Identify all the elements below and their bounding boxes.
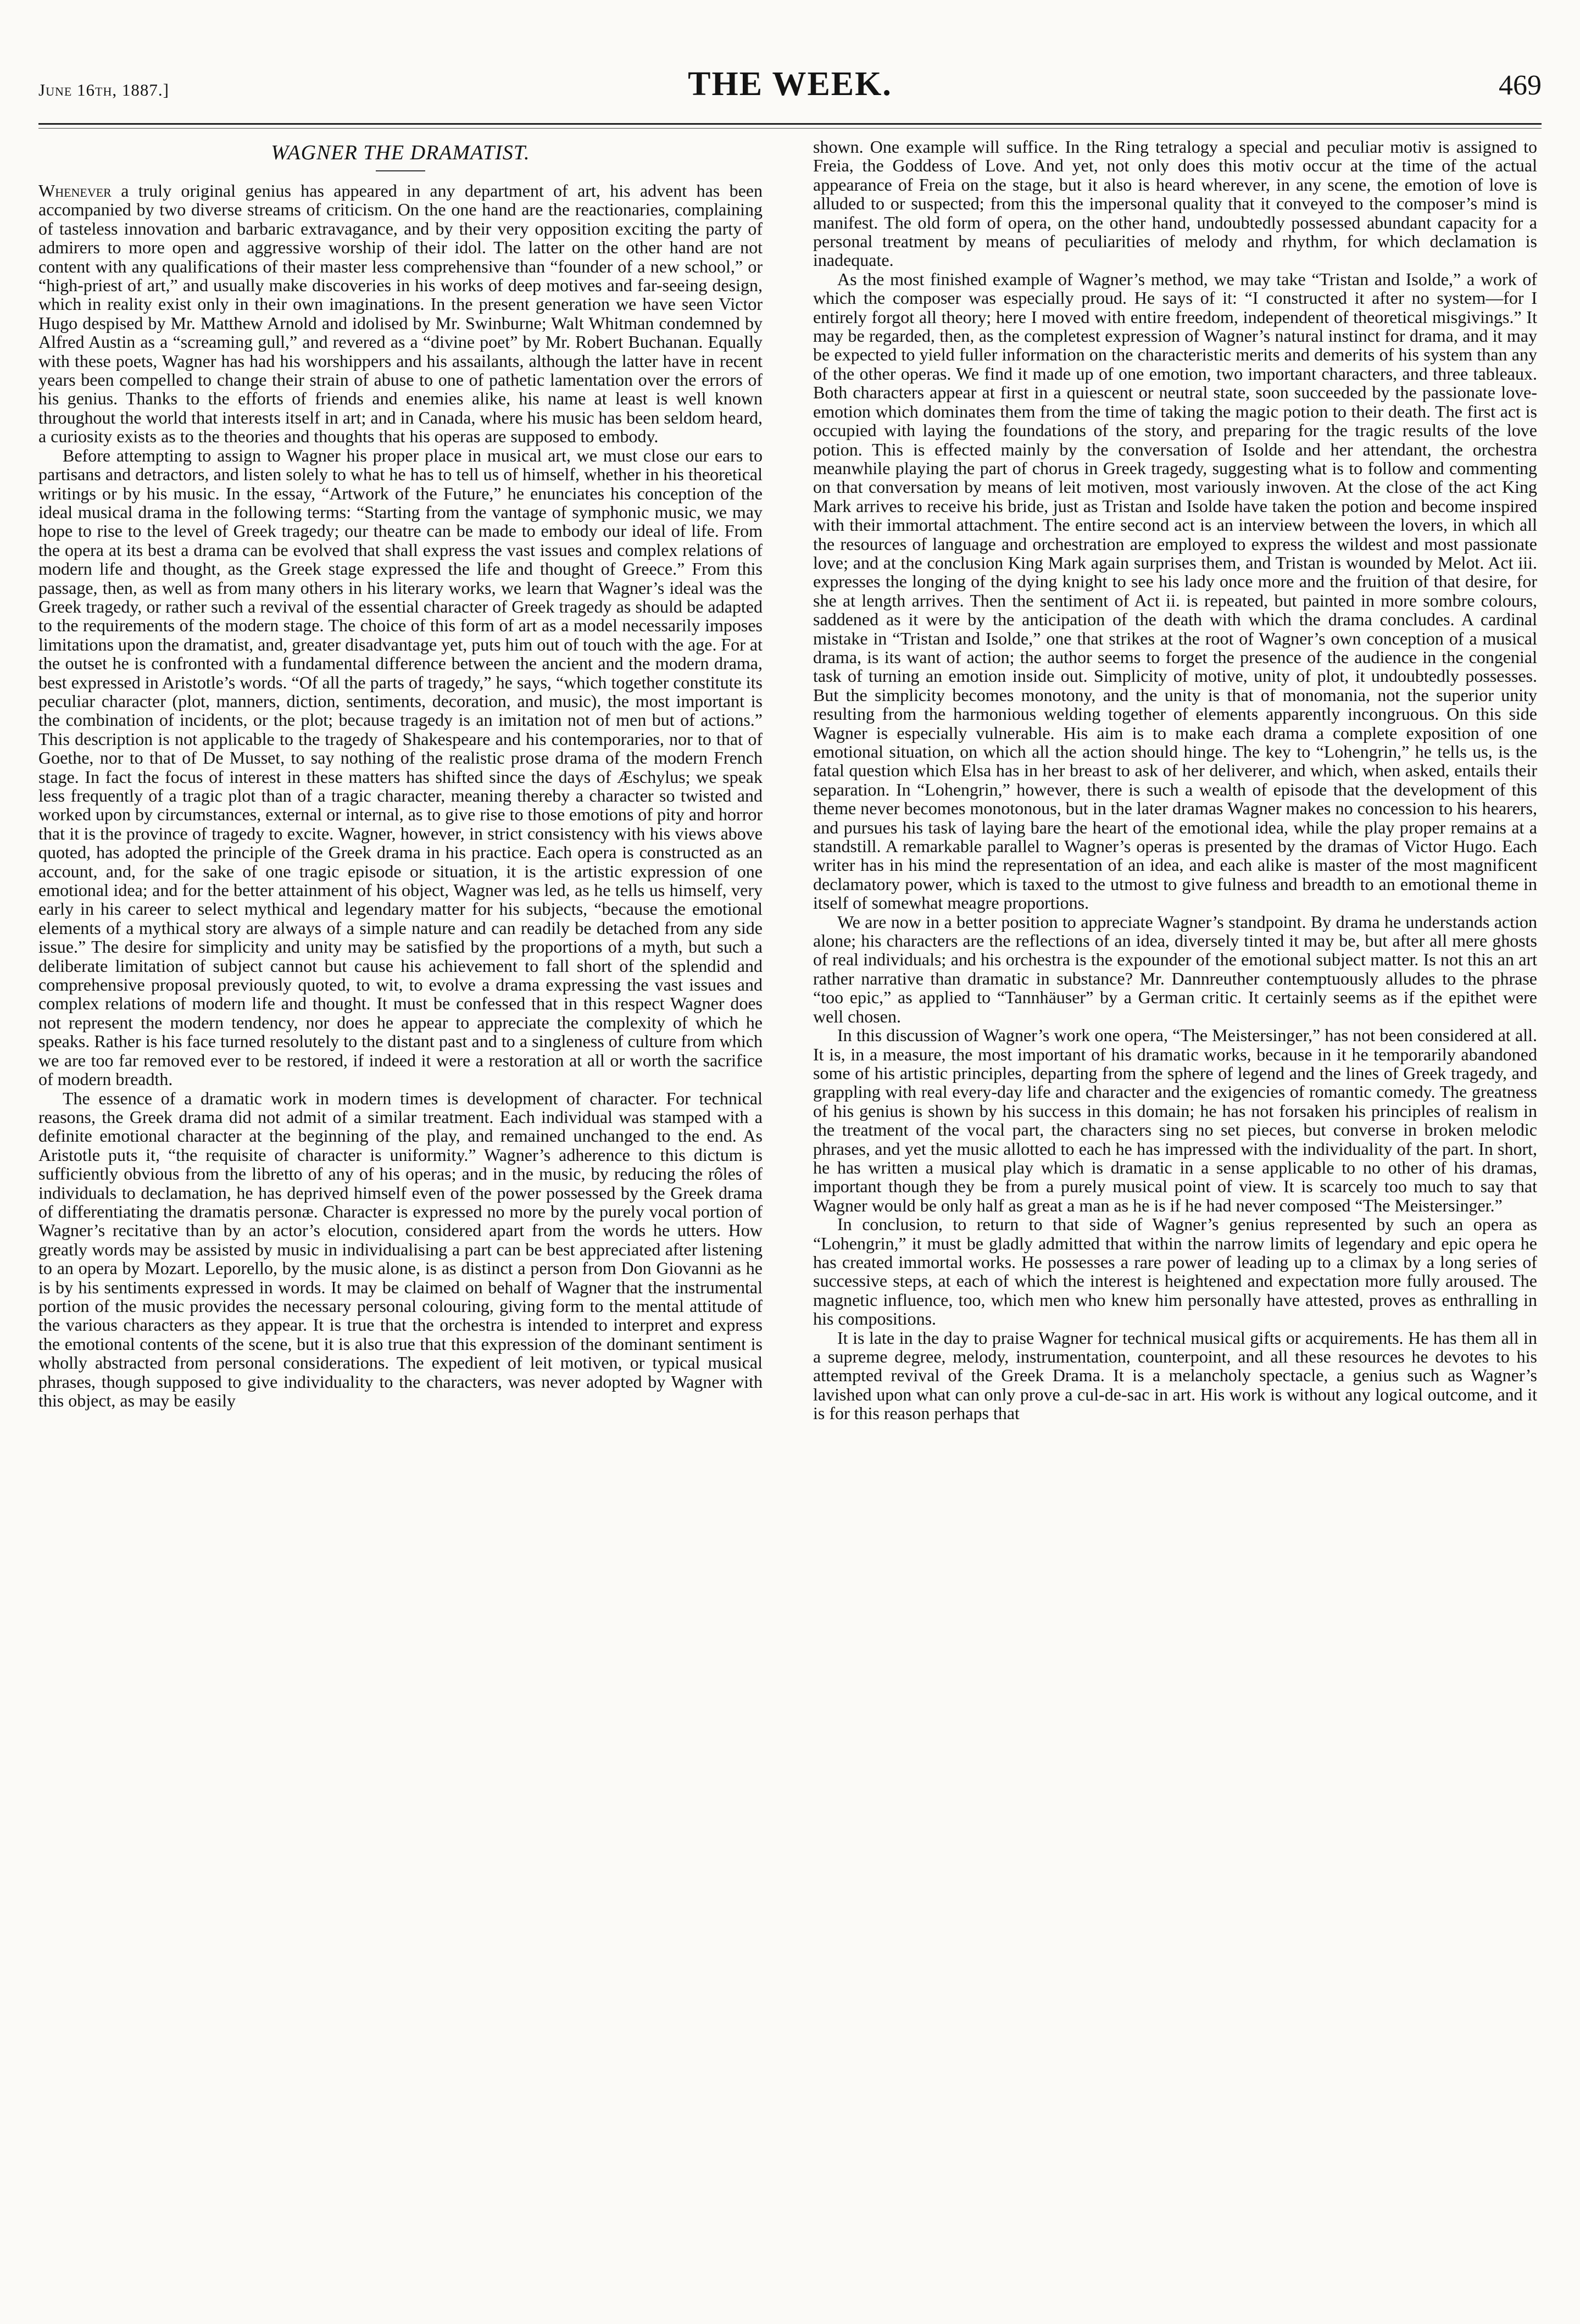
masthead-title: THE WEEK.	[688, 65, 892, 103]
paragraph-3: The essence of a dramatic work in modern times is development of character. For technical reasons, the Greek drama did not admit of a similar treatment. Each individual was stamped with a definite emotional character at the beginning of the play, and remained unchanged to the end. As Aristotle puts it, “the requisite of character is uniformity.” Wagner’s adherence to this dictum is sufficiently obvious from the libretto of any of his operas; and in the music, by reducing the rôles of individuals to declamation, he has deprived himself even of the power possessed by the Greek drama of differentiating the dramatis personæ. Character is expressed no more by the purely vocal portion of Wagner’s recitative than by an actor’s elocution, considered apart from the words he utters. How greatly words may be assisted by music in individualising a part can be best appreciated after listening to an opera by Mozart. Leporello, by the music alone, is as distinct a person from Don Giovanni as he is by his sentiments expressed in words. It may be claimed on behalf of Wagner that the instrumental portion of the music provides the necessary personal colouring, giving form to the mental attitude of the various characters as they appear. It is true that the orchestra is intended to interpret and express the emotional contents of the scene, but it is also true that this expression of the dominant sentiment is wholly abstracted from personal considerations. The expedient of leit motiven, or typical musical phrases, though supposed to give individuality to the characters, was never adopted by Wagner with this object, as may be easily	[38, 1088, 763, 1410]
header-rule-thin	[38, 128, 1542, 129]
paragraph-1-text: a truly original genius has appeared in any department of art, his advent has been accompanied by two diverse streams of criticism. On the one hand are the reactionaries, complaining of tasteless innovation and barbaric extravagance, and by their very opposition exciting the party of admirers to more open and aggressive worship of their idol. The latter on the other hand are not content with any qualifications of their master less comprehensive than “founder of a new school,” or “high-priest of art,” and usually make discoveries in his works of deep motives and far-seeing design, which in reality exist only in their own imaginations. In the present generation we have seen Victor Hugo despised by Mr. Matthew Arnold and idolised by Mr. Swinburne; Walt Whitman condemned by Alfred Austin as a “screaming gull,” and revered as a “divine poet” by Mr. Robert Buchanan. Equally with these poets, Wagner has had his worshippers and his assailants, although the latter have in recent years been compelled to change their strain of abuse to one of pathetic lamentation over the errors of his genius. Thanks to the efforts of friends and enemies alike, his name at least is well known throughout the world that interests itself in art; and in Canada, where his music has been seldom heard, a curiosity exists as to the theories and thoughts that his operas are supposed to embody.	[38, 181, 763, 447]
paragraph-4: shown. One example will suffice. In the Ring tetralogy a special and peculiar motiv is assigned to Freia, the Goddess of Love. And yet, not only does this motiv occur at the time of the actual appearance of Freia on the stage, but it also is heard wherever, in any scene, the emotion of love is alluded to or suspected; from this the impersonal quality that it conveyed to the composer’s mind is manifest. The old form of opera, on the other hand, undoubtedly possessed abundant capacity for a personal treatment by means of peculiarities of melody and rhythm, for which declamation is inadequate.	[813, 137, 1537, 270]
paragraph-9: It is late in the day to praise Wagner for technical musical gifts or acquirements. He has them all in a supreme degree, melody, instrumentation, counterpoint, and all these resources he devotes to his attempted revival of the Greek Drama. It is a melancholy spectacle, a genius such as Wagner’s lavished upon what can only prove a cul-de-sac in art. His work is without any logical outcome, and it is for this reason perhaps that	[813, 1327, 1537, 1424]
paragraph-7: In this discussion of Wagner’s work one opera, “The Meistersinger,” has not been considered at all. It is, in a measure, the most important of his dramatic works, because in it he temporarily abandoned some of his artistic principles, departing from the sphere of legend and the lines of Greek tragedy, and grappling with real every-day life and character and the exigencies of romantic comedy. The greatness of his genius is shown by his success in this domain; he has not forsaken his principles of realism in the treatment of the vocal part, the characters sing no set pieces, but converse in broken melodic phrases, and yet the music allotted to each he has impressed with the individuality of the part. In short, he has written a musical play which is dramatic in a sense applicable to no other of his dramas, important though they be from a purely musical point of view. It is scarcely too much to say that Wagner would be only half as great a man as he is if he had never composed “The Meistersinger.”	[813, 1025, 1537, 1215]
header-rule-thick	[38, 123, 1542, 125]
lead-word: Whenever	[38, 181, 112, 201]
paragraph-2: Before attempting to assign to Wagner his proper place in musical art, we must close our ears to partisans and detractors, and listen solely to what he has to tell us of himself, whether in his theoretical writings or by his music. In the essay, “Artwork of the Future,” he enunciates his conception of the ideal musical drama in the following terms: “Starting from the vantage of symphonic music, we may hope to rise to the level of Greek tragedy; our theatre can be made to embody our ideal of life. From the opera at its best a drama can be evolved that shall express the vast issues and complex relations of modern life and thought, as the Greek stage expressed the life and thought of Greece.” From this passage, then, as well as from many others in his literary works, we learn that Wagner’s ideal was the Greek tragedy, or rather such a revival of the essential character of Greek tragedy as should be adapted to the requirements of the modern stage. The choice of this form of art as a model necessarily imposes limitations upon the dramatist, and, greater disadvantage yet, puts him out of touch with the age. For at the outset he is confronted with a fundamental difference between the ancient and the modern drama, best expressed in Aristotle’s words. “Of all the parts of tragedy,” he says, “which together constitute its peculiar character (plot, manners, diction, sentiments, decoration, and music), the most important is the combination of incidents, or the plot; because tragedy is an imitation not of men but of actions.” This description is not applicable to the tragedy of Shakespeare and his contemporaries, nor to that of Goethe, nor to that of De Musset, to say nothing of the realistic prose drama of the modern French stage. In fact the focus of interest in these matters has shifted since the days of Æschylus; we speak less frequently of a tragic plot than of a tragic character, meaning thereby a character so twisted and worked upon by circumstances, external or internal, as to give rise to those emotions of pity and horror that it is the province of tragedy to excite. Wagner, however, in strict consistency with his views above quoted, has adopted the principle of the Greek drama in his practice. Each opera is constructed as an account, and, for the sake of one tragic episode or situation, it is the artistic expression of one emotional idea; and for the better attainment of his object, Wagner was led, as he tells us himself, very early in his career to select mythical and legendary matter for his subjects, “because the emotional elements of a mythical story are always of a simple nature and can readily be detached from any side issue.” The desire for simplicity and unity may be satisfied by the proportions of a myth, but such a deliberate limitation of subject cannot but cause his achievement to fall short of the splendid and comprehensive proposal previously quoted, to wit, to evolve a drama expressing the vast issues and complex relations of modern life and thought. It must be confessed that in this respect Wagner does not represent the modern tendency, nor does he appear to appreciate the complexity of which he speaks. Rather is his face turned resolutely to the distant past and to a singleness of culture from which we are too far removed ever to be restored, if indeed it were a restoration at all or worth the sacrifice of modern breadth.	[38, 445, 763, 1089]
page-header	[38, 65, 1542, 114]
right-column	[813, 137, 1537, 2313]
paragraph-5: As the most finished example of Wagner’s method, we may take “Tristan and Isolde,” a work of which the composer was especially proud. He says of it: “I constructed it after no system—for I entirely forgot all theory; here I moved with entire freedom, independent of theoretical misgivings.” It may be regarded, then, as the completest expression of Wagner’s natural instinct for drama, and it may be expected to yield fuller information on the characteristic merits and demerits of his system than any of the other operas. We find it made up of one emotion, two important characters, and three tableaux. Both characters appear at first in a quiescent or neutral state, soon succeeded by the passionate love-emotion which dominates them from the time of taking the magic potion to their death. The first act is occupied with laying the foundations of the story, and preparing for the tragic results of the love potion. This is effected mainly by the conversation of Isolde and her attendant, the orchestra meanwhile playing the part of chorus in Greek tragedy, suggesting what is to follow and commenting on that conversation by means of leit motiven, most variously inwoven. At the close of the act King Mark arrives to receive his bride, just as Tristan and Isolde have taken the potion and become inspired with their immortal attachment. The entire second act is an interview between the lovers, in which all the resources of language and orchestration are employed to express the wildest and most passionate love; and at the conclusion King Mark again surprises them, and Tristan is wounded by Melot. Act iii. expresses the longing of the dying knight to see his lady once more and the fruition of that desire, for she at length arrives. Then the sentiment of Act ii. is repeated, but painted in more sombre colours, saddened as it were by the anticipation of the death with which the drama concludes. A cardinal mistake in “Tristan and Isolde,” one that strikes at the root of Wagner’s own conception of a musical drama, is its want of action; the author seems to forget the presence of the audience in the congenial task of turning an emotion inside out. Simplicity of motive, unity of plot, it undoubtedly possesses. But the simplicity becomes monotony, and the unity is that of monomania, not the superior unity resulting from the harmonious welding together of elements apparently incongruous. On this side Wagner is especially vulnerable. His aim is to make each drama a complete exposition of one emotional situation, on which all the action should hinge. The key to “Lohengrin,” he tells us, is the fatal question which Elsa has in her breast to ask of her deliverer, and which, when asked, entails their separation. In “Lohengrin,” however, there is such a wealth of episode that the development of this theme never becomes monotonous, but in the later dramas Wagner makes no concession to his hearers, and pursues his task of laying bare the heart of the emotional idea, while the play proper remains at a standstill. A remarkable parallel to Wagner’s operas is presented by the dramas of Victor Hugo. Each writer has in his mind the representation of an idea, and each alike is master of the most magnificent declamatory power, which is taxed to the utmost to give fulness and breadth to an emotional theme in itself of somewhat meagre proportions.	[813, 269, 1537, 913]
paragraph-8: In conclusion, to return to that side of Wagner’s genius represented by such an opera as “Lohengrin,” it must be gladly admitted that within the narrow limits of legendary and epic opera he has created immortal works. He possesses a rare power of leading up to a climax by a long series of successive steps, at each of which the interest is heightened and expectation more fully aroused. The magnetic influence, too, which men who knew him personally have attested, proves as enthralling in his compositions.	[813, 1214, 1537, 1329]
title-rule	[376, 170, 425, 171]
paragraph-1	[38, 181, 763, 446]
left-column	[38, 137, 763, 2313]
article-title: WAGNER THE DRAMATIST.	[271, 141, 530, 164]
page-number: 469	[1499, 70, 1542, 101]
issue-date: June 16th, 1887.]	[38, 80, 169, 99]
paragraph-6: We are now in a better position to appreciate Wagner’s standpoint. By drama he understands action alone; his characters are the reflections of an idea, diversely tinted it may be, but after all mere ghosts of real individuals; and his orchestra is the expounder of the emotional subject matter. Is not this an art rather narrative than dramatic in substance? Mr. Dannreuther contemptuously alludes to the phrase “too epic,” as applied to “Tannhäuser” by a German critic. It certainly seems as if the epithet were well chosen.	[813, 911, 1537, 1026]
newspaper-page	[38, 0, 1542, 2324]
